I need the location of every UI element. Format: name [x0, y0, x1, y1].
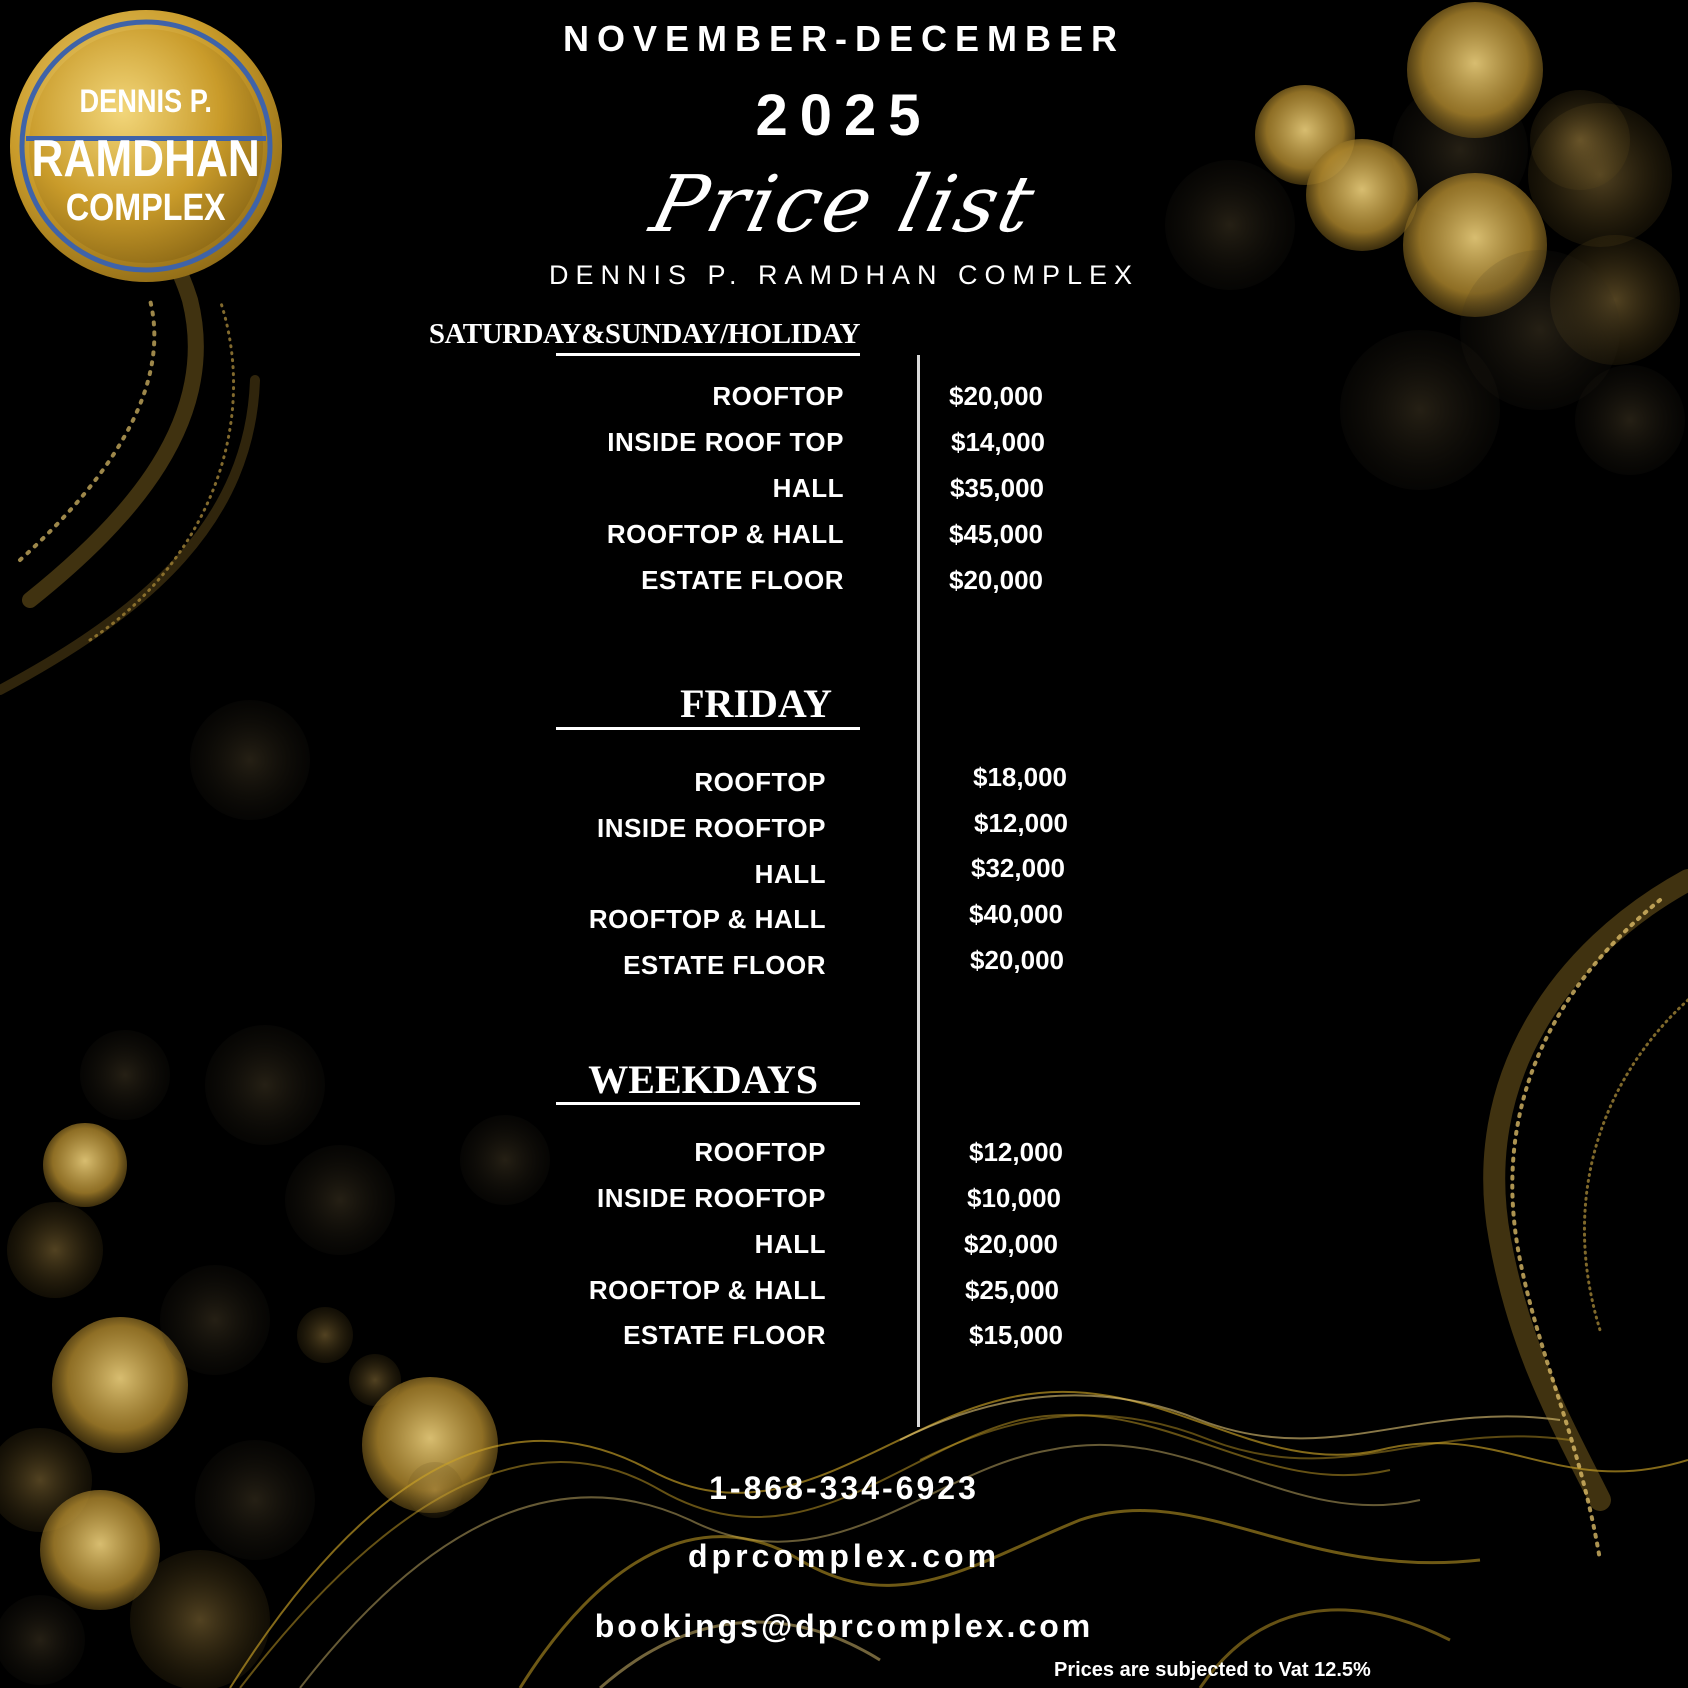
logo-line2: RAMDHAN: [31, 129, 260, 188]
year-heading: 2025: [755, 83, 933, 148]
price-row-label: INSIDE ROOFTOP: [597, 1183, 826, 1213]
price-row-value: $20,000: [964, 1229, 1058, 1259]
period-heading: NOVEMBER-DECEMBER: [562, 18, 1126, 59]
section-title-weekdays: WEEKDAYS: [588, 1057, 818, 1102]
section-title-friday: FRIDAY: [680, 681, 832, 726]
vat-footnote: Prices are subjected to Vat 12.5%: [1054, 1659, 1371, 1681]
price-row-value: $10,000: [967, 1183, 1061, 1213]
section-underline-friday: [556, 727, 860, 730]
price-row-value: $20,000: [949, 381, 1043, 411]
price-row-label: ESTATE FLOOR: [623, 950, 826, 980]
price-row-value: $14,000: [951, 427, 1045, 457]
contact-website[interactable]: dprcomplex.com: [687, 1538, 1001, 1574]
contact-email[interactable]: bookings@dprcomplex.com: [594, 1608, 1094, 1644]
price-row-label: HALL: [754, 859, 826, 889]
price-row-value: $35,000: [950, 473, 1044, 503]
price-row-label: ROOFTOP & HALL: [588, 904, 826, 934]
price-row-label: ESTATE FLOOR: [641, 565, 844, 595]
section-title-weekend: SATURDAY&SUNDAY/HOLIDAY: [428, 318, 860, 350]
price-row-value: $40,000: [969, 899, 1063, 929]
price-row-label: ROOFTOP: [694, 1137, 826, 1167]
price-row-label: INSIDE ROOFTOP: [597, 813, 826, 843]
price-row-label: HALL: [754, 1229, 826, 1259]
section-underline-weekdays: [556, 1102, 860, 1105]
price-row-label: ESTATE FLOOR: [623, 1320, 826, 1350]
price-row-label: ROOFTOP: [712, 381, 844, 411]
price-row-value: $15,000: [969, 1320, 1063, 1350]
logo-line1: DENNIS P.: [79, 83, 212, 120]
price-row-value: $18,000: [973, 762, 1067, 792]
price-row-value: $20,000: [970, 945, 1064, 975]
price-row-label: ROOFTOP & HALL: [606, 519, 844, 549]
price-row-value: $45,000: [949, 519, 1043, 549]
logo-line3: COMPLEX: [65, 186, 226, 229]
column-divider: [917, 355, 920, 1427]
section-underline-weekend: [556, 353, 860, 356]
price-row-value: $12,000: [969, 1137, 1063, 1167]
venue-name: DENNIS P. RAMDHAN COMPLEX: [548, 260, 1140, 290]
price-row-label: INSIDE ROOF TOP: [607, 427, 844, 457]
price-row-label: HALL: [772, 473, 844, 503]
price-list-script-title: Price list: [642, 160, 1046, 250]
price-row-value: $25,000: [965, 1275, 1059, 1305]
price-row-label: ROOFTOP: [694, 767, 826, 797]
price-row-label: ROOFTOP & HALL: [588, 1275, 826, 1305]
gold-glitter-swirl-right: [1494, 880, 1688, 1560]
price-row-value: $20,000: [949, 565, 1043, 595]
price-row-value: $32,000: [971, 853, 1065, 883]
contact-phone: 1-868-334-6923: [709, 1470, 979, 1506]
price-row-value: $12,000: [974, 808, 1068, 838]
